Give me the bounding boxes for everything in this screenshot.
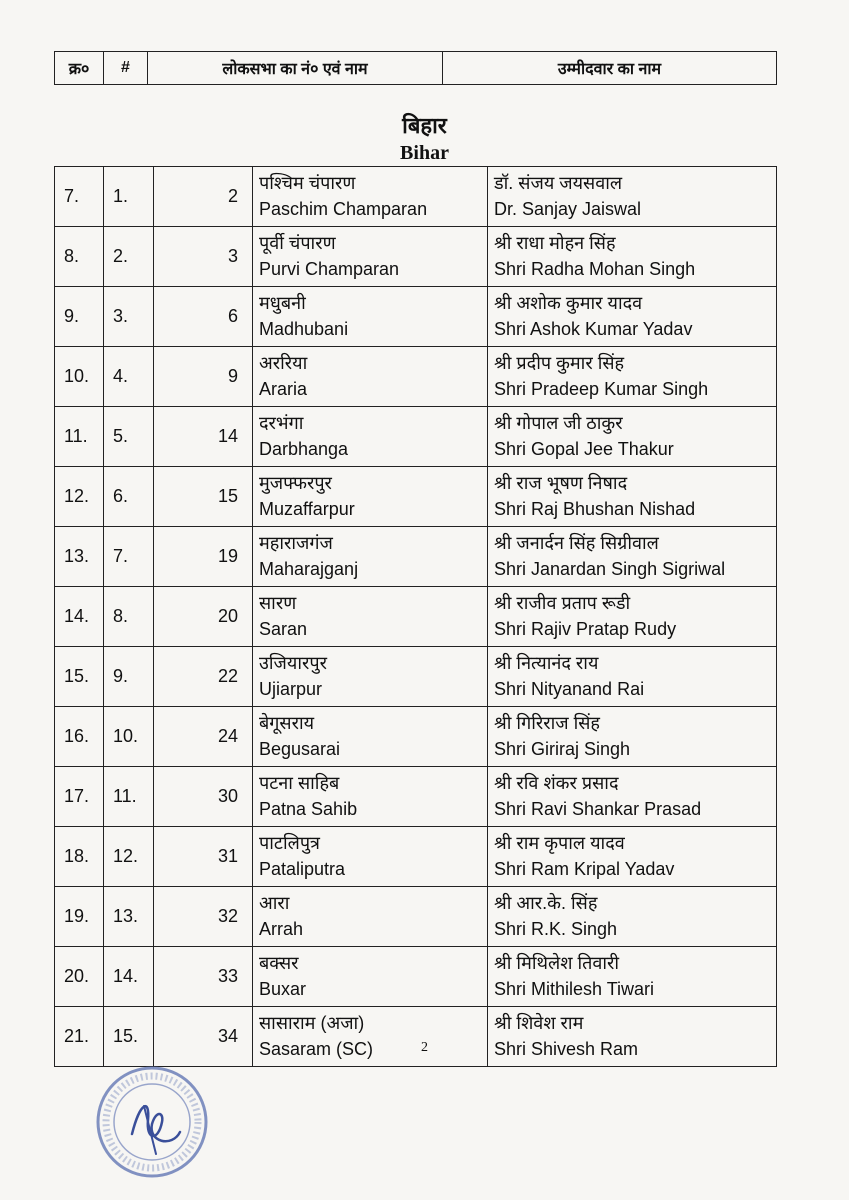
constituency-cell <box>253 587 488 647</box>
table-row <box>55 467 777 527</box>
loksabha-number-cell: 24 <box>154 707 253 767</box>
candidate-cell-english: Shri Ashok Kumar Yadav <box>494 319 693 339</box>
constituency-cell <box>253 467 488 527</box>
candidate-cell-english: Dr. Sanjay Jaiswal <box>494 199 642 219</box>
constituency-cell-english: Maharajganj <box>259 559 359 579</box>
constituency-cell <box>253 707 488 767</box>
constituency-cell-hindi: अररिया <box>259 353 308 373</box>
number-cell: 10. <box>104 707 154 767</box>
candidate-cell <box>488 227 777 287</box>
table-row <box>55 527 777 587</box>
candidate-cell-english: Shri Ravi Shankar Prasad <box>494 799 702 819</box>
constituency-cell-hindi: मुजफ्फरपुर <box>259 473 332 493</box>
number-cell: 11. <box>104 767 154 827</box>
loksabha-number-cell: 9 <box>154 347 253 407</box>
number-cell: 1. <box>104 167 154 227</box>
serial-cell: 9. <box>55 287 104 347</box>
candidate-cell <box>488 647 777 707</box>
constituency-cell <box>253 1007 488 1067</box>
candidate-cell <box>488 707 777 767</box>
candidate-cell-english: Shri Janardan Singh Sigriwal <box>494 559 726 579</box>
constituency-cell <box>253 407 488 467</box>
constituency-cell-english: Darbhanga <box>259 439 349 459</box>
header-hash: # <box>104 52 148 85</box>
serial-cell: 11. <box>55 407 104 467</box>
table-row <box>55 947 777 1007</box>
table-row <box>55 227 777 287</box>
office-seal-icon <box>92 1062 212 1182</box>
candidate-cell-hindi: डॉ. संजय जयसवाल <box>494 173 623 193</box>
signature-icon <box>132 1106 180 1141</box>
constituency-cell <box>253 647 488 707</box>
serial-cell: 19. <box>55 887 104 947</box>
number-cell: 4. <box>104 347 154 407</box>
page-number: 2 <box>421 1040 428 1055</box>
constituency-cell-hindi: बक्सर <box>259 953 299 973</box>
candidate-cell-hindi: श्री जनार्दन सिंह सिग्रीवाल <box>494 533 659 553</box>
header-serial: क्र० <box>55 52 104 85</box>
state-title-hindi: बिहार <box>402 113 447 138</box>
constituency-cell-english: Begusarai <box>259 739 341 759</box>
state-title-english: Bihar <box>400 142 449 164</box>
candidate-cell <box>488 887 777 947</box>
loksabha-number-cell: 31 <box>154 827 253 887</box>
table-row <box>55 347 777 407</box>
table-row <box>55 1007 777 1067</box>
candidate-cell-english: Shri Radha Mohan Singh <box>494 259 696 279</box>
number-cell: 3. <box>104 287 154 347</box>
candidate-cell <box>488 827 777 887</box>
candidate-cell-english: Shri Nityanand Rai <box>494 679 645 699</box>
candidate-cell <box>488 287 777 347</box>
loksabha-number-cell: 34 <box>154 1007 253 1067</box>
serial-cell: 12. <box>55 467 104 527</box>
loksabha-number-cell: 33 <box>154 947 253 1007</box>
loksabha-number-cell: 30 <box>154 767 253 827</box>
candidate-cell-hindi: श्री मिथिलेश तिवारी <box>494 953 620 973</box>
table-row <box>55 887 777 947</box>
constituency-cell <box>253 767 488 827</box>
candidates-table <box>54 166 777 1067</box>
loksabha-number-cell: 2 <box>154 167 253 227</box>
constituency-cell <box>253 527 488 587</box>
header-row <box>55 52 777 85</box>
constituency-cell-english: Saran <box>259 619 308 639</box>
loksabha-number-cell: 19 <box>154 527 253 587</box>
candidate-cell-hindi: श्री गिरिराज सिंह <box>494 713 600 733</box>
table-row <box>55 587 777 647</box>
constituency-cell-english: Sasaram (SC) <box>259 1039 374 1059</box>
candidate-cell <box>488 767 777 827</box>
constituency-cell-english: Muzaffarpur <box>259 499 355 519</box>
constituency-cell-english: Arrah <box>259 919 304 939</box>
candidate-cell-english: Shri Shivesh Ram <box>494 1039 639 1059</box>
constituency-cell <box>253 167 488 227</box>
constituency-cell-hindi: दरभंगा <box>259 413 304 433</box>
constituency-cell-hindi: पाटलिपुत्र <box>259 833 320 853</box>
candidate-cell <box>488 947 777 1007</box>
serial-cell: 8. <box>55 227 104 287</box>
number-cell: 15. <box>104 1007 154 1067</box>
candidate-cell-hindi: श्री राधा मोहन सिंह <box>494 233 616 253</box>
loksabha-number-cell: 32 <box>154 887 253 947</box>
loksabha-number-cell: 22 <box>154 647 253 707</box>
candidate-cell-english: Shri Raj Bhushan Nishad <box>494 499 696 519</box>
number-cell: 8. <box>104 587 154 647</box>
constituency-cell-hindi: पश्चिम चंपारण <box>259 173 356 193</box>
candidate-cell-english: Shri Ram Kripal Yadav <box>494 859 675 879</box>
table-row <box>55 287 777 347</box>
candidate-cell-english: Shri R.K. Singh <box>494 919 618 939</box>
candidate-cell <box>488 1007 777 1067</box>
constituency-cell-english: Pataliputra <box>259 859 346 879</box>
table-row <box>55 767 777 827</box>
serial-cell: 10. <box>55 347 104 407</box>
candidate-cell-hindi: श्री गोपाल जी ठाकुर <box>494 413 623 433</box>
constituency-cell-hindi: सारण <box>259 593 297 613</box>
number-cell: 13. <box>104 887 154 947</box>
constituency-cell <box>253 287 488 347</box>
loksabha-number-cell: 6 <box>154 287 253 347</box>
table-row <box>55 707 777 767</box>
constituency-cell-english: Purvi Champaran <box>259 259 400 279</box>
constituency-cell-hindi: सासाराम (अजा) <box>259 1013 365 1033</box>
serial-cell: 17. <box>55 767 104 827</box>
header-candidate: उम्मीदवार का नाम <box>443 52 777 85</box>
serial-cell: 21. <box>55 1007 104 1067</box>
candidate-cell <box>488 167 777 227</box>
header-constituency: लोकसभा का नं० एवं नाम <box>148 52 443 85</box>
number-cell: 7. <box>104 527 154 587</box>
table-row <box>55 647 777 707</box>
candidate-cell-english: Shri Rajiv Pratap Rudy <box>494 619 677 639</box>
constituency-cell-hindi: उजियारपुर <box>259 653 327 673</box>
candidate-cell-hindi: श्री रवि शंकर प्रसाद <box>494 773 619 793</box>
serial-cell: 14. <box>55 587 104 647</box>
number-cell: 5. <box>104 407 154 467</box>
serial-cell: 16. <box>55 707 104 767</box>
candidate-cell-english: Shri Gopal Jee Thakur <box>494 439 674 459</box>
constituency-cell <box>253 347 488 407</box>
loksabha-number-cell: 14 <box>154 407 253 467</box>
candidate-cell-english: Shri Mithilesh Tiwari <box>494 979 655 999</box>
candidate-cell <box>488 587 777 647</box>
constituency-cell-hindi: मधुबनी <box>259 293 306 313</box>
constituency-cell-english: Buxar <box>259 979 307 999</box>
candidate-cell-english: Shri Pradeep Kumar Singh <box>494 379 709 399</box>
constituency-cell-english: Araria <box>259 379 308 399</box>
constituency-cell-english: Patna Sahib <box>259 799 358 819</box>
candidate-cell-hindi: श्री राज भूषण निषाद <box>494 473 628 493</box>
candidate-cell-hindi: श्री नित्यानंद राय <box>494 653 599 673</box>
candidate-cell-hindi: श्री राजीव प्रताप रूडी <box>494 593 631 613</box>
serial-cell: 20. <box>55 947 104 1007</box>
number-cell: 9. <box>104 647 154 707</box>
number-cell: 2. <box>104 227 154 287</box>
loksabha-number-cell: 15 <box>154 467 253 527</box>
serial-cell: 18. <box>55 827 104 887</box>
candidate-cell <box>488 467 777 527</box>
number-cell: 12. <box>104 827 154 887</box>
constituency-cell-hindi: बेगूसराय <box>259 713 315 733</box>
constituency-cell-english: Paschim Champaran <box>259 199 428 219</box>
candidate-cell-hindi: श्री प्रदीप कुमार सिंह <box>494 353 625 373</box>
candidate-cell-hindi: श्री शिवेश राम <box>494 1013 584 1033</box>
serial-cell: 7. <box>55 167 104 227</box>
candidate-cell-hindi: श्री आर.के. सिंह <box>494 893 598 913</box>
constituency-cell-hindi: पूर्वी चंपारण <box>259 233 336 253</box>
candidate-cell <box>488 347 777 407</box>
serial-cell: 13. <box>55 527 104 587</box>
candidate-cell <box>488 407 777 467</box>
constituency-cell <box>253 947 488 1007</box>
constituency-cell <box>253 887 488 947</box>
table-row <box>55 167 777 227</box>
constituency-cell-english: Ujiarpur <box>259 679 323 699</box>
candidate-cell <box>488 527 777 587</box>
constituency-cell-hindi: महाराजगंज <box>259 533 333 553</box>
constituency-cell-hindi: पटना साहिब <box>259 773 340 793</box>
loksabha-number-cell: 20 <box>154 587 253 647</box>
table-row <box>55 827 777 887</box>
constituency-cell-english: Madhubani <box>259 319 349 339</box>
constituency-cell-hindi: आरा <box>259 893 290 913</box>
candidate-cell-english: Shri Giriraj Singh <box>494 739 631 759</box>
number-cell: 6. <box>104 467 154 527</box>
constituency-cell <box>253 227 488 287</box>
constituency-cell <box>253 827 488 887</box>
candidate-cell-hindi: श्री अशोक कुमार यादव <box>494 293 643 313</box>
loksabha-number-cell: 3 <box>154 227 253 287</box>
number-cell: 14. <box>104 947 154 1007</box>
table-row <box>55 407 777 467</box>
serial-cell: 15. <box>55 647 104 707</box>
candidate-cell-hindi: श्री राम कृपाल यादव <box>494 833 625 853</box>
header-table <box>54 51 777 85</box>
